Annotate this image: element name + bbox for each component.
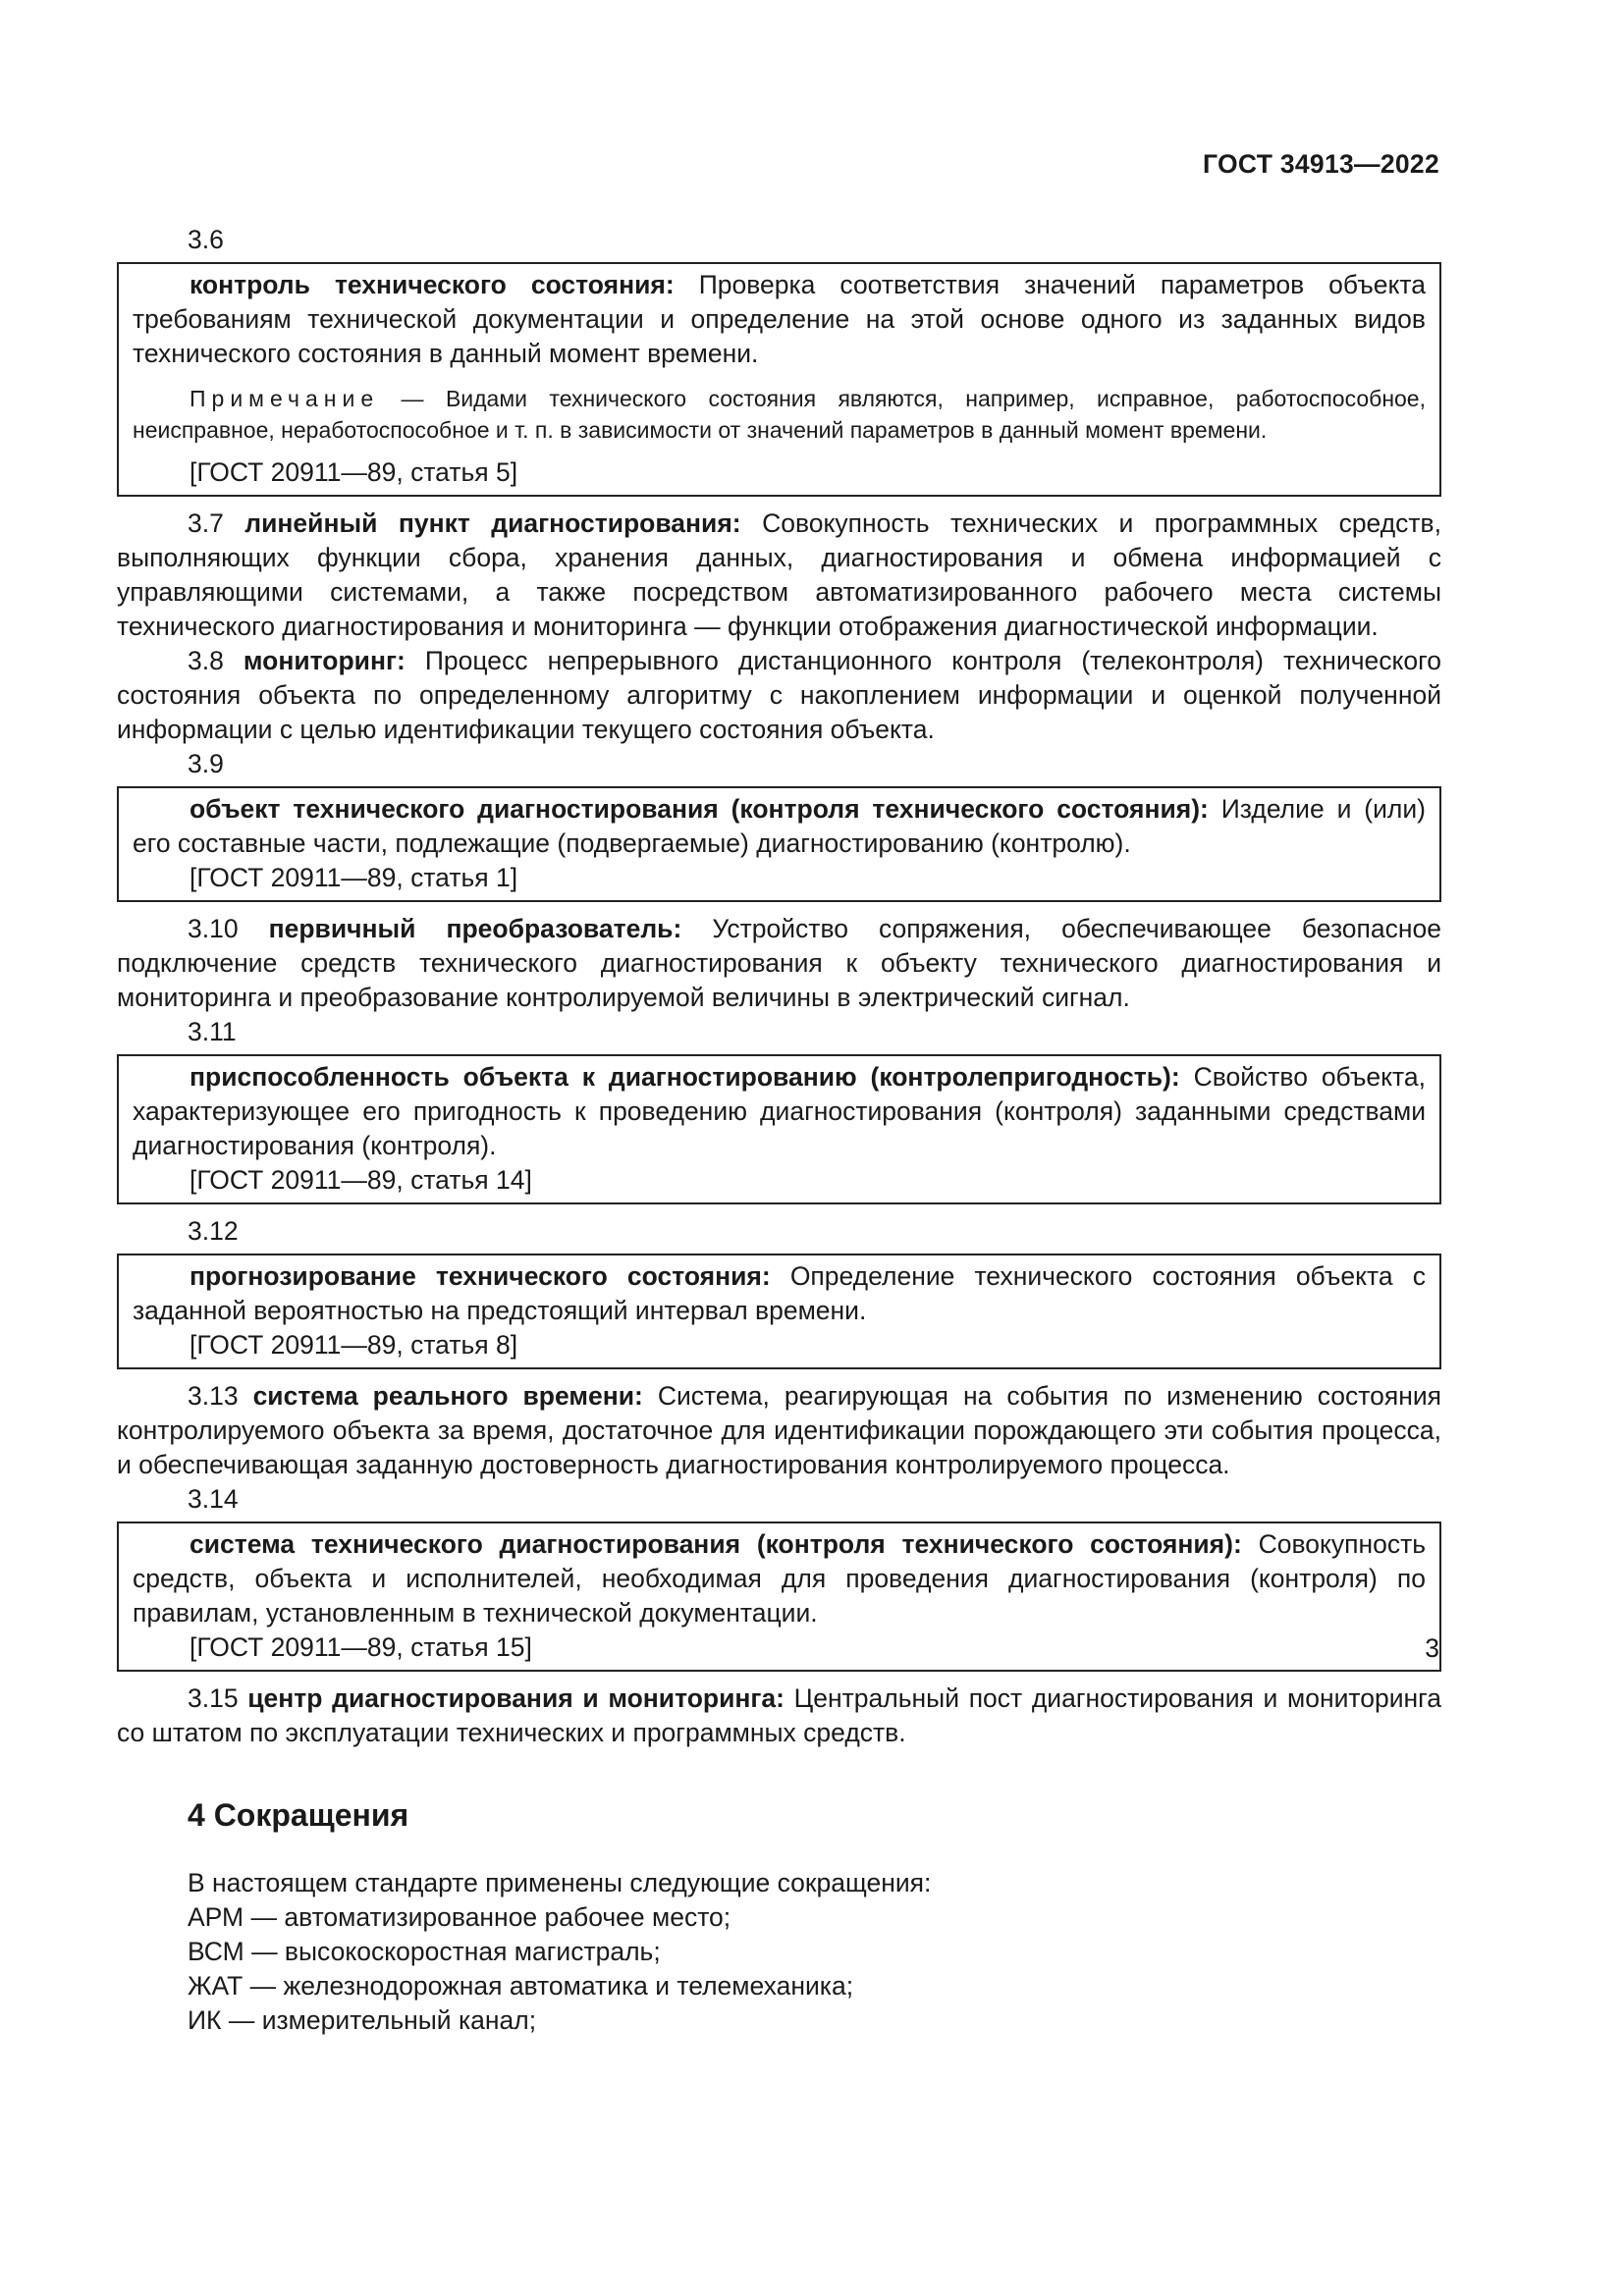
term-note: Примечание — Видами технического состояния являются, например, исправное, работоспособное, неисправное, неработоспособное и т. п. в зависимости от значений параметров в данный момент времени. [133,386,1426,443]
term-title: первичный преобразователь: [268,914,682,943]
document-header: ГОСТ 34913—2022 [1203,149,1439,179]
list-item: АРМ — автоматизированное рабочее место; [188,1902,731,1932]
term-source: [ГОСТ 20911—89, статья 15] [189,1632,532,1662]
term-title: контроль технического состояния: [189,270,675,299]
note-label: Примечание [189,386,380,411]
term-source: [ГОСТ 20911—89, статья 8] [189,1330,518,1360]
term-title: приспособленность объекта к диагностированию (контролепригодность): [189,1062,1180,1092]
term-entry: 3.10 первичный преобразователь: Устройство сопряжения, обеспечивающее безопасное подключение средств технического диагностирования к объекту технического диагностирования и мониторинга и преобразование контролируемой величины в электрический сигнал. [117,914,1441,1012]
list-item: ИК — измерительный канал; [188,2005,537,2035]
term-entry: 3.13 система реального времени: Система, реагирующая на события по изменению состояния контролируемого объекта за время, достаточное для идентификации порождающего эти события процесса, и обеспечивающая заданную достоверность диагностирования контролируемого процесса. [117,1381,1441,1479]
abbreviation-list [117,1866,1441,2038]
term-box [117,1054,1441,1204]
term-entry: 3.8 мониторинг: Процесс непрерывного дистанционного контроля (телеконтроля) технического состояния объекта по определенному алгоритму с накоплением информации и оценкой полученной информации с целью идентификации текущего состояния объекта. [117,646,1441,744]
list-item: ЖАТ — железнодорожная автоматика и телемеханика; [188,1971,854,2001]
term-box [117,786,1441,902]
section-intro: В настоящем стандарте применены следующие сокращения: [188,1868,932,1897]
term-definition: система технического диагностирования (контроля технического состояния): Совокупность средств, объекта и исполнителей, необходимая для проведения диагностирования (контроля) по правилам, установленным в технической документации. [133,1529,1427,1628]
term-number: 3.12 [188,1216,239,1246]
term-box [117,262,1441,497]
term-definition: приспособленность объекта к диагностированию (контролепригодность): Свойство объекта, характеризующее его пригодность к проведению диагностирования (контроля) заданными средствами диагностирования (контроля). [133,1062,1426,1160]
term-title: система реального времени: [252,1381,643,1411]
term-source: [ГОСТ 20911—89, статья 14] [189,1165,532,1195]
document-body [117,223,1441,2038]
term-number: 3.6 [188,225,224,254]
section-heading: 4 Сокращения [188,1797,409,1833]
term-definition: объект технического диагностирования (контроля технического состояния): Изделие и (или) его составные части, подлежащие (подвергаемые) диагностированию (контролю). [133,794,1426,858]
term-title: центр диагностирования и мониторинга: [247,1683,785,1713]
term-title: мониторинг: [243,646,406,675]
term-title: прогнозирование технического состояния: [189,1261,771,1291]
term-title: линейный пункт диагностирования: [244,508,741,538]
term-entry: 3.7 линейный пункт диагностирования: Совокупность технических и программных средств, выполняющих функции сбора, хранения данных, диагностирования и обмена информацией с управляющими системами, а также посредством автоматизированного рабочего места системы технического диагностирования и мониторинга — функции отображения диагностической информации. [117,508,1441,641]
term-number: 3.9 [188,749,224,778]
term-source: [ГОСТ 20911—89, статья 5] [189,457,518,487]
term-definition: контроль технического состояния: Проверка соответствия значений параметров объекта требованиям технической документации и определение на этой основе одного из заданных видов технического состояния в данный момент времени. [133,270,1426,368]
term-title: система технического диагностирования (контроля технического состояния): [189,1529,1242,1559]
term-box [117,1254,1441,1369]
term-entry: 3.15 центр диагностирования и мониторинга: Центральный пост диагностирования и мониторинга со штатом по эксплуатации технических и программных средств. [117,1683,1441,1747]
term-definition: прогнозирование технического состояния: Определение технического состояния объекта с заданной вероятностью на предстоящий интервал времени. [133,1261,1426,1325]
list-item: ВСМ — высокоскоростная магистраль; [188,1937,661,1966]
term-title: объект технического диагностирования (контроля технического состояния): [189,794,1209,824]
page-number: 3 [1425,1633,1439,1663]
term-number: 3.14 [188,1484,239,1514]
term-number: 3.11 [188,1017,237,1046]
term-box [117,1522,1441,1672]
term-source: [ГОСТ 20911—89, статья 1] [189,863,518,892]
